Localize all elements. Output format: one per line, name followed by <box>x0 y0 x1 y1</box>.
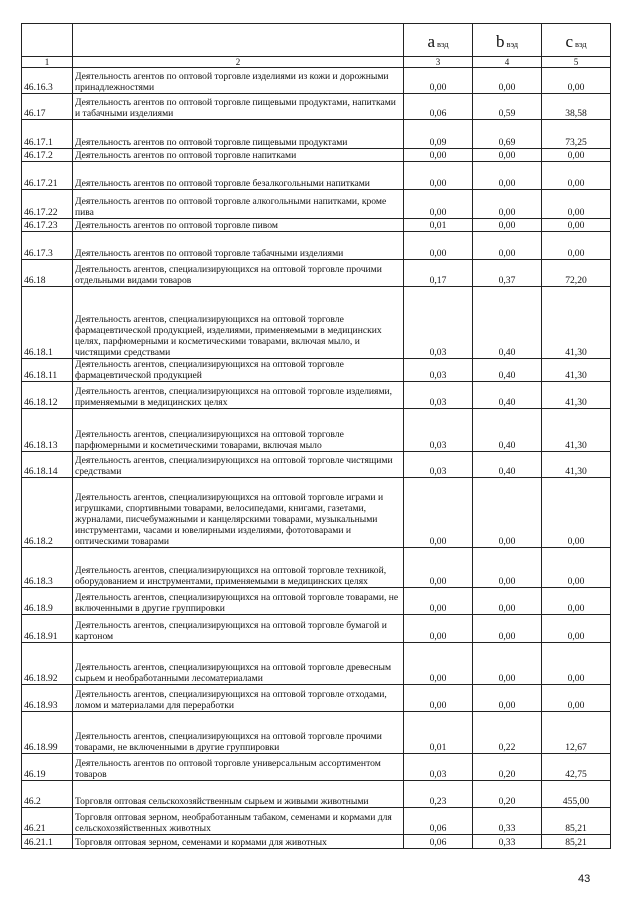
row-value-b: 0,33 <box>473 835 542 849</box>
row-value-c: 0,00 <box>542 588 611 615</box>
row-name: Деятельность агентов, специализирующихся на оптовой торговле древесным сырьем и необработанными лесоматериалами <box>73 643 404 685</box>
row-value-a: 0,00 <box>404 149 473 162</box>
row-code: 46.2 <box>22 781 73 808</box>
row-value-a: 0,03 <box>404 452 473 478</box>
row-name: Деятельность агентов по оптовой торговле алкогольными напитками, кроме пива <box>73 190 404 219</box>
row-value-b: 0,69 <box>473 120 542 149</box>
row-name: Деятельность агентов по оптовой торговле безалкогольными напитками <box>73 162 404 190</box>
row-name: Деятельность агентов по оптовой торговле табачными изделиями <box>73 232 404 260</box>
row-code: 46.18.92 <box>22 643 73 685</box>
row-value-a: 0,00 <box>404 478 473 548</box>
row-name: Деятельность агентов, специализирующихся на оптовой торговле прочими товарами, не включенными в другие группировки <box>73 712 404 754</box>
table-row <box>22 754 611 781</box>
row-value-a: 0,17 <box>404 260 473 287</box>
row-code: 46.18 <box>22 260 73 287</box>
row-value-a: 0,01 <box>404 712 473 754</box>
column-number: 3 <box>404 57 473 68</box>
table-row <box>22 615 611 643</box>
row-value-b: 0,00 <box>473 615 542 643</box>
header-name-cell <box>73 24 404 57</box>
row-code: 46.18.12 <box>22 382 73 409</box>
row-name: Деятельность агентов, специализирующихся на оптовой торговле фармацевтической продукцией, изделиями, применяемыми в медицинских целях, парфюмерными и косметическими товарами, включая мыло, и чистящими средствами <box>73 287 404 359</box>
row-value-b: 0,00 <box>473 68 542 94</box>
row-name: Деятельность агентов, специализирующихся на оптовой торговле отходами, ломом и материалами для переработки <box>73 685 404 712</box>
row-code: 46.18.13 <box>22 409 73 452</box>
row-name: Деятельность агентов по оптовой торговле изделиями из кожи и дорожными принадлежностями <box>73 68 404 94</box>
row-value-c: 0,00 <box>542 548 611 588</box>
table-row <box>22 478 611 548</box>
row-value-b: 0,00 <box>473 219 542 232</box>
table-row <box>22 260 611 287</box>
row-code: 46.19 <box>22 754 73 781</box>
column-number: 5 <box>542 57 611 68</box>
header-a-letter: a <box>427 32 435 51</box>
row-value-c: 455,00 <box>542 781 611 808</box>
table-row <box>22 149 611 162</box>
row-value-c: 72,20 <box>542 260 611 287</box>
row-value-b: 0,20 <box>473 754 542 781</box>
row-value-c: 38,58 <box>542 94 611 120</box>
row-code: 46.17.1 <box>22 120 73 149</box>
row-value-c: 0,00 <box>542 219 611 232</box>
row-value-a: 0,00 <box>404 190 473 219</box>
header-a-sub: вэд <box>437 39 449 49</box>
row-value-c: 0,00 <box>542 478 611 548</box>
row-value-c: 41,30 <box>542 382 611 409</box>
table-row <box>22 382 611 409</box>
table-row <box>22 781 611 808</box>
table-row <box>22 452 611 478</box>
row-value-b: 0,40 <box>473 287 542 359</box>
row-name: Деятельность агентов по оптовой торговле универсальным ассортиментом товаров <box>73 754 404 781</box>
table-row <box>22 287 611 359</box>
row-name: Деятельность агентов, специализирующихся на оптовой торговле чистящими средствами <box>73 452 404 478</box>
row-value-b: 0,00 <box>473 232 542 260</box>
row-value-b: 0,00 <box>473 190 542 219</box>
table-row <box>22 190 611 219</box>
table-row <box>22 712 611 754</box>
header-row <box>22 24 611 57</box>
row-code: 46.17.21 <box>22 162 73 190</box>
row-name: Торговля оптовая зерном, семенами и кормами для животных <box>73 835 404 849</box>
row-value-c: 0,00 <box>542 68 611 94</box>
row-name: Деятельность агентов, специализирующихся на оптовой торговле товарами, не включенными в другие группировки <box>73 588 404 615</box>
row-code: 46.18.11 <box>22 359 73 382</box>
row-code: 46.18.9 <box>22 588 73 615</box>
row-value-b: 0,00 <box>473 685 542 712</box>
row-value-c: 41,30 <box>542 409 611 452</box>
header-a-cell <box>404 24 473 57</box>
row-value-b: 0,00 <box>473 588 542 615</box>
row-value-b: 0,40 <box>473 382 542 409</box>
table-row <box>22 120 611 149</box>
row-value-a: 0,00 <box>404 68 473 94</box>
coefficients-table <box>21 23 611 849</box>
row-value-a: 0,09 <box>404 120 473 149</box>
row-value-c: 41,30 <box>542 287 611 359</box>
table-row <box>22 835 611 849</box>
row-code: 46.18.3 <box>22 548 73 588</box>
table-row <box>22 643 611 685</box>
row-value-c: 12,67 <box>542 712 611 754</box>
row-value-a: 0,00 <box>404 615 473 643</box>
row-value-a: 0,03 <box>404 409 473 452</box>
column-number: 2 <box>73 57 404 68</box>
header-code-cell <box>22 24 73 57</box>
row-value-b: 0,37 <box>473 260 542 287</box>
row-code: 46.17 <box>22 94 73 120</box>
row-code: 46.18.14 <box>22 452 73 478</box>
table-row <box>22 232 611 260</box>
row-value-c: 42,75 <box>542 754 611 781</box>
row-name: Деятельность агентов по оптовой торговле пищевыми продуктами <box>73 120 404 149</box>
header-c-sub: вэд <box>575 39 587 49</box>
row-name: Деятельность агентов, специализирующихся на оптовой торговле прочими отдельными видами товаров <box>73 260 404 287</box>
row-name: Деятельность агентов по оптовой торговле напитками <box>73 149 404 162</box>
table-row <box>22 359 611 382</box>
row-value-c: 0,00 <box>542 162 611 190</box>
table-row <box>22 685 611 712</box>
row-value-c: 73,25 <box>542 120 611 149</box>
row-code: 46.17.3 <box>22 232 73 260</box>
header-b-letter: b <box>495 32 505 51</box>
row-name: Деятельность агентов, специализирующихся на оптовой торговле парфюмерными и косметическими товарами, включая мыло <box>73 409 404 452</box>
row-name: Торговля оптовая сельскохозяйственным сырьем и живыми животными <box>73 781 404 808</box>
row-name: Деятельность агентов, специализирующихся на оптовой торговле изделиями, применяемыми в медицинских целях <box>73 382 404 409</box>
row-value-a: 0,00 <box>404 232 473 260</box>
row-code: 46.16.3 <box>22 68 73 94</box>
row-value-c: 41,30 <box>542 359 611 382</box>
row-code: 46.18.93 <box>22 685 73 712</box>
table-row <box>22 94 611 120</box>
row-value-b: 0,59 <box>473 94 542 120</box>
row-value-a: 0,00 <box>404 162 473 190</box>
row-value-b: 0,40 <box>473 452 542 478</box>
header-c-letter: c <box>565 32 573 51</box>
row-value-a: 0,00 <box>404 685 473 712</box>
row-value-a: 0,03 <box>404 287 473 359</box>
row-name: Деятельность агентов по оптовой торговле пивом <box>73 219 404 232</box>
row-value-b: 0,33 <box>473 808 542 835</box>
column-number-row <box>22 57 611 68</box>
table-row <box>22 409 611 452</box>
table-row <box>22 68 611 94</box>
row-value-a: 0,06 <box>404 808 473 835</box>
table-row <box>22 588 611 615</box>
row-value-a: 0,03 <box>404 359 473 382</box>
row-code: 46.21.1 <box>22 835 73 849</box>
row-value-a: 0,06 <box>404 94 473 120</box>
row-value-b: 0,40 <box>473 409 542 452</box>
table-row <box>22 808 611 835</box>
column-number: 1 <box>22 57 73 68</box>
row-code: 46.17.22 <box>22 190 73 219</box>
row-value-b: 0,00 <box>473 149 542 162</box>
row-code: 46.18.91 <box>22 615 73 643</box>
header-c-cell <box>542 24 611 57</box>
row-value-a: 0,23 <box>404 781 473 808</box>
row-value-a: 0,00 <box>404 643 473 685</box>
row-name: Деятельность агентов, специализирующихся на оптовой торговле играми и игрушками, спортивными товарами, велосипедами, книгами, газетами, журналами, писчебумажными и канцелярскими товарами, музыкальными инструментами, часами и ювелирными изделиями, фототоварами и оптическими товарами <box>73 478 404 548</box>
table-row <box>22 162 611 190</box>
row-name: Деятельность агентов, специализирующихся на оптовой торговле бумагой и картоном <box>73 615 404 643</box>
row-value-c: 85,21 <box>542 808 611 835</box>
table-row <box>22 219 611 232</box>
row-code: 46.18.1 <box>22 287 73 359</box>
row-name: Деятельность агентов, специализирующихся на оптовой торговле техникой, оборудованием и инструментами, применяемыми в медицинских целях <box>73 548 404 588</box>
row-value-c: 0,00 <box>542 643 611 685</box>
row-value-a: 0,01 <box>404 219 473 232</box>
row-value-c: 0,00 <box>542 232 611 260</box>
table-row <box>22 548 611 588</box>
row-value-a: 0,03 <box>404 382 473 409</box>
column-number: 4 <box>473 57 542 68</box>
row-code: 46.18.2 <box>22 478 73 548</box>
row-code: 46.21 <box>22 808 73 835</box>
row-value-b: 0,22 <box>473 712 542 754</box>
header-b-cell <box>473 24 542 57</box>
row-value-b: 0,00 <box>473 643 542 685</box>
row-value-a: 0,00 <box>404 548 473 588</box>
row-name: Деятельность агентов по оптовой торговле пищевыми продуктами, напитками и табачными изделиями <box>73 94 404 120</box>
row-value-b: 0,00 <box>473 548 542 588</box>
row-value-b: 0,20 <box>473 781 542 808</box>
row-value-a: 0,03 <box>404 754 473 781</box>
row-value-b: 0,40 <box>473 359 542 382</box>
row-value-c: 0,00 <box>542 149 611 162</box>
header-b-sub: вэд <box>506 39 519 49</box>
row-name: Деятельность агентов, специализирующихся на оптовой торговле фармацевтической продукцией <box>73 359 404 382</box>
row-value-c: 41,30 <box>542 452 611 478</box>
row-value-b: 0,00 <box>473 162 542 190</box>
row-value-c: 0,00 <box>542 685 611 712</box>
row-value-c: 85,21 <box>542 835 611 849</box>
row-value-b: 0,00 <box>473 478 542 548</box>
row-value-c: 0,00 <box>542 615 611 643</box>
row-code: 46.17.23 <box>22 219 73 232</box>
page-number: 43 <box>578 873 591 885</box>
row-value-a: 0,06 <box>404 835 473 849</box>
row-value-c: 0,00 <box>542 190 611 219</box>
row-value-a: 0,00 <box>404 588 473 615</box>
row-code: 46.18.99 <box>22 712 73 754</box>
row-code: 46.17.2 <box>22 149 73 162</box>
row-name: Торговля оптовая зерном, необработанным табаком, семенами и кормами для сельскохозяйственных животных <box>73 808 404 835</box>
